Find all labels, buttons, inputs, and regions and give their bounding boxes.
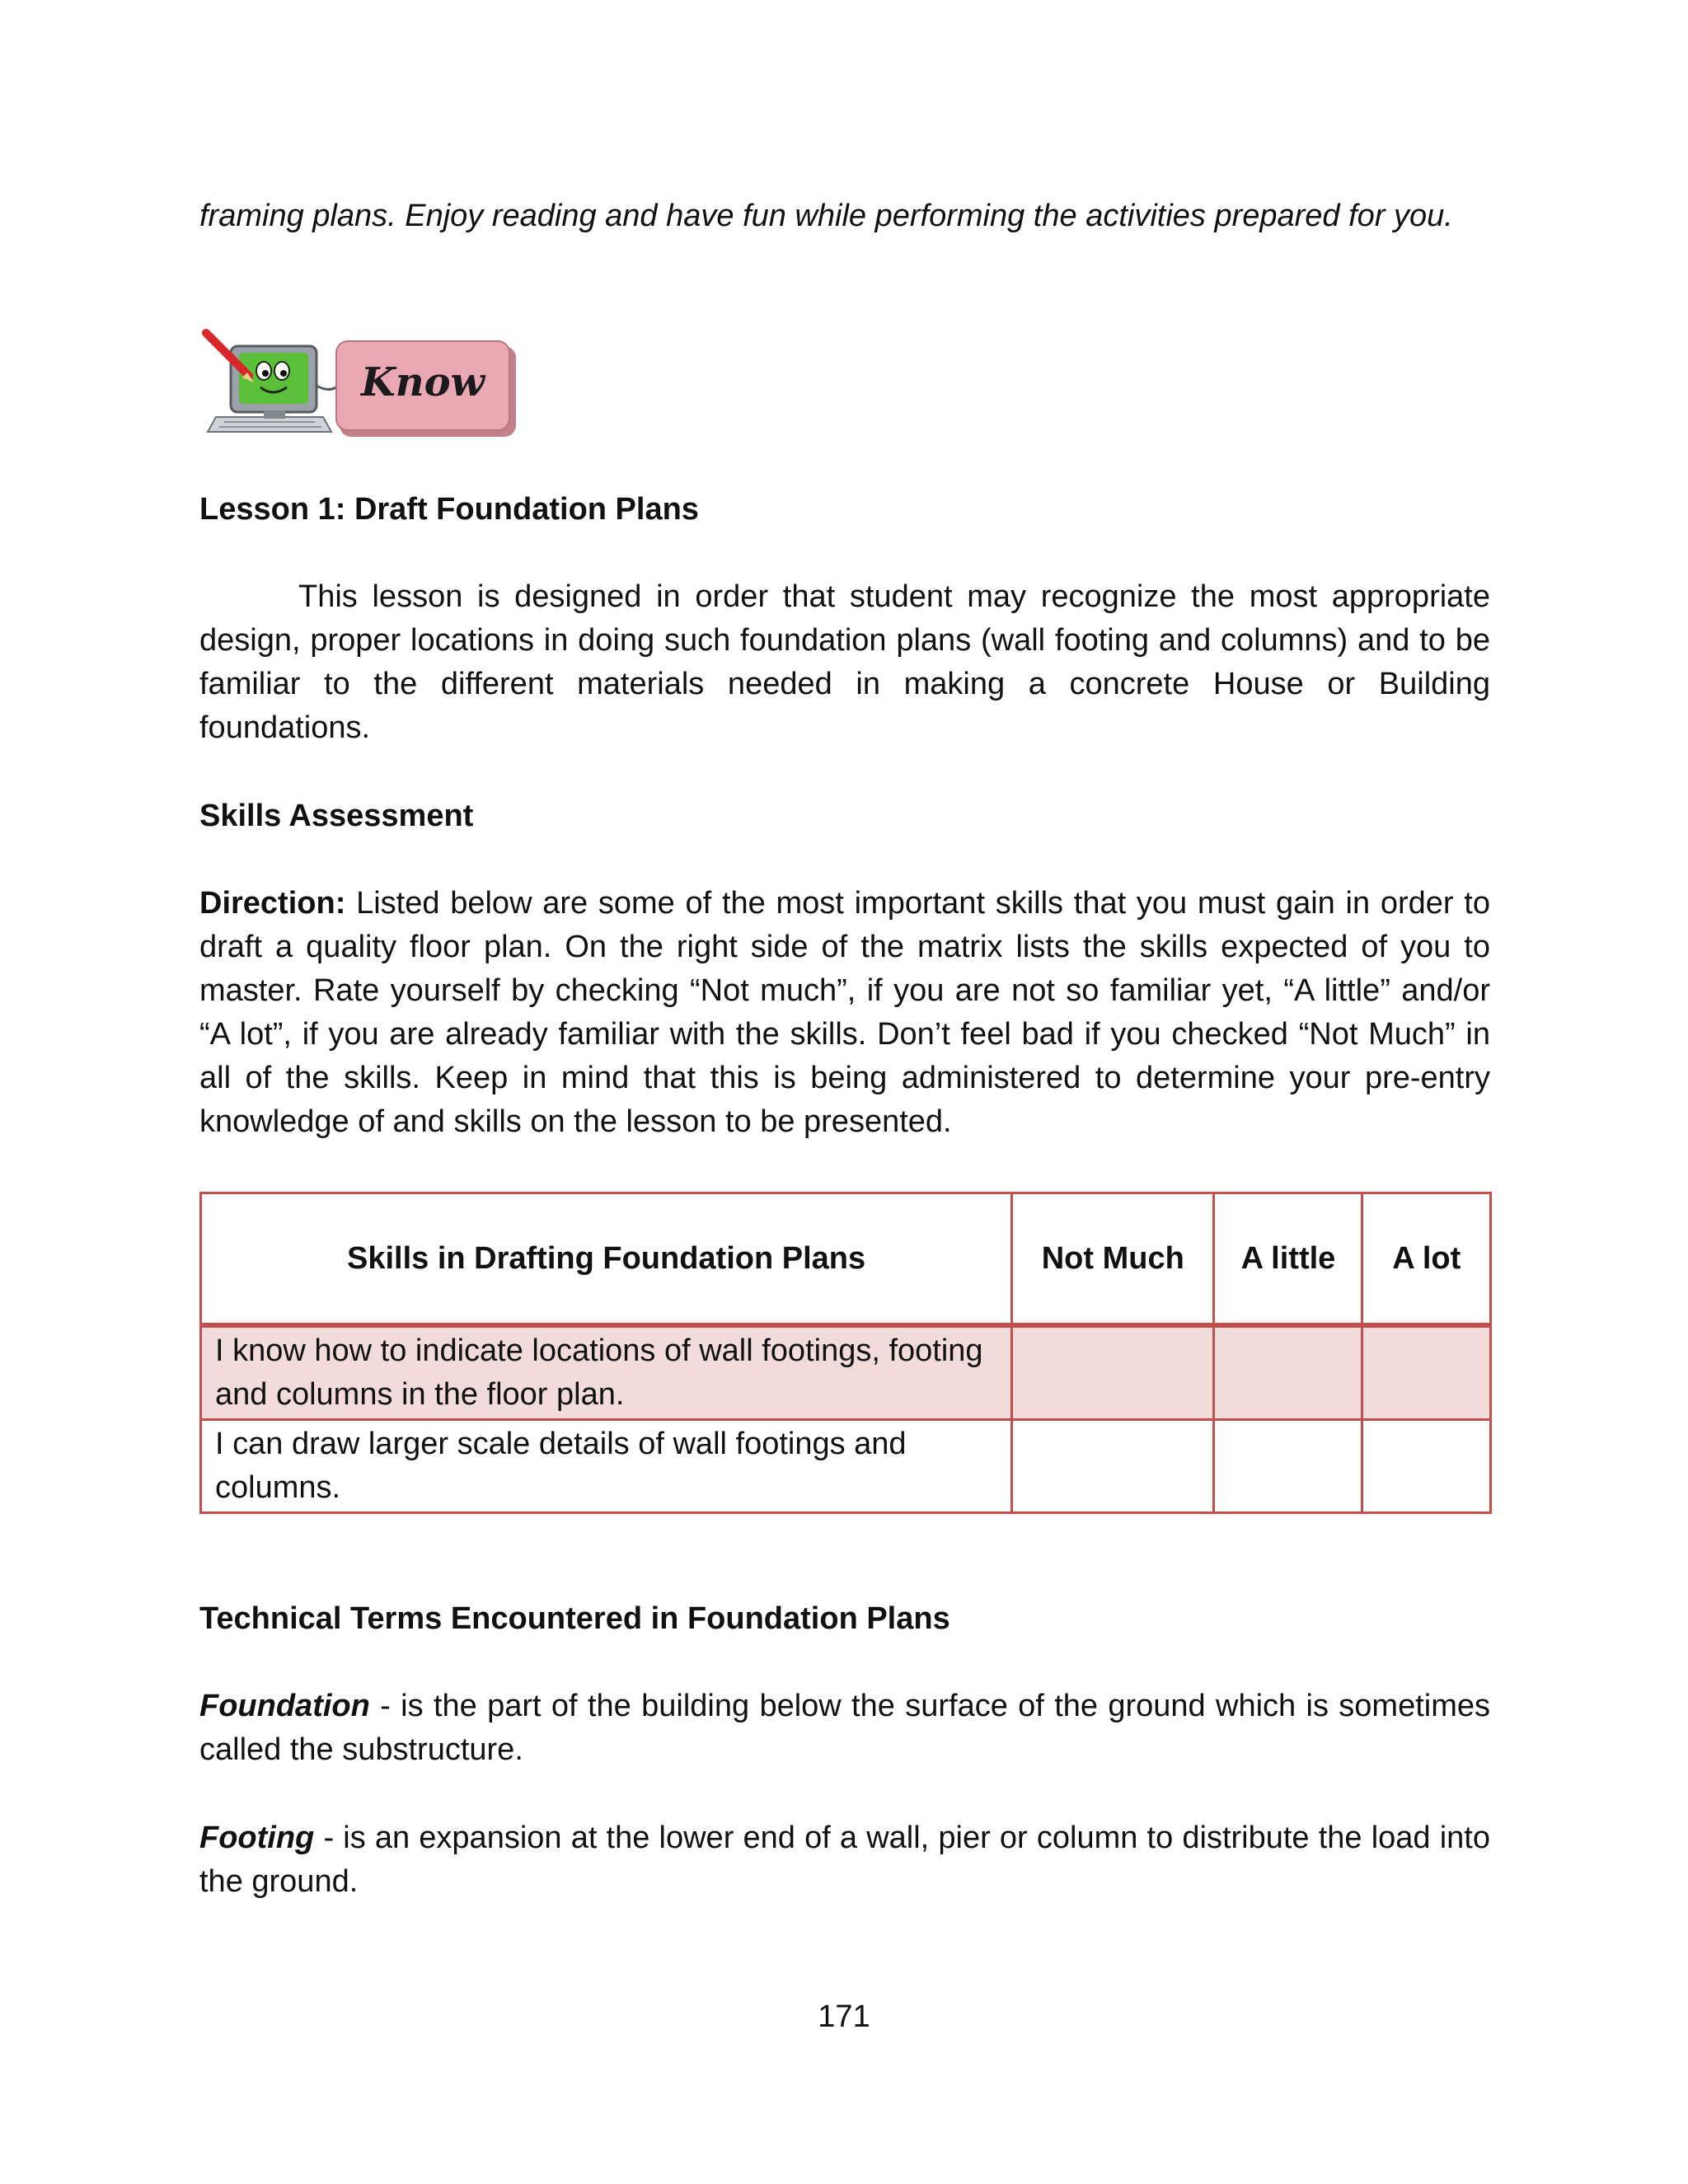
- direction-label: Direction:: [199, 886, 346, 921]
- rating-a-lot-cell[interactable]: [1362, 1420, 1491, 1513]
- lesson-paragraph: [199, 575, 1490, 750]
- terms-heading: Technical Terms Encountered in Foundation Plans: [199, 1601, 950, 1636]
- rating-not-much-cell[interactable]: [1012, 1420, 1214, 1513]
- term-footing: [199, 1816, 1490, 1904]
- table-row: [201, 1325, 1491, 1420]
- direction-paragraph: [199, 882, 1490, 1144]
- term-foundation: [199, 1685, 1490, 1772]
- term-name: Footing: [199, 1821, 315, 1855]
- table-header-row: [201, 1193, 1491, 1326]
- header-a-lot: A lot: [1362, 1193, 1491, 1326]
- rating-a-little-cell[interactable]: [1214, 1420, 1362, 1513]
- header-a-little: A little: [1214, 1193, 1362, 1326]
- table-row: [201, 1420, 1491, 1513]
- rating-a-lot-cell[interactable]: [1362, 1325, 1491, 1420]
- skill-cell: I know how to indicate locations of wall footings, footing and columns in the floor plan.: [201, 1325, 1012, 1420]
- term-definition: - is the part of the building below the surface of the ground which is sometimes called the substructure.: [199, 1689, 1490, 1767]
- term-definition: - is an expansion at the lower end of a wall, pier or column to distribute the load into the ground.: [199, 1821, 1490, 1899]
- computer-mascot-icon: [199, 328, 521, 443]
- intro-paragraph: framing plans. Enjoy reading and have fun while performing the activities prepared for you.: [199, 199, 1453, 233]
- know-badge: [199, 328, 521, 443]
- lesson-paragraph-text: This lesson is designed in order that student may recognize the most appropriate design, proper locations in doing such foundation plans (wall footing and columns) and to be familiar to the different materials needed in making a concrete House or Building foundations.: [199, 579, 1490, 745]
- skills-matrix-table: [199, 1192, 1492, 1514]
- page-number: 171: [818, 1999, 870, 2034]
- header-not-much: Not Much: [1012, 1193, 1214, 1326]
- rating-not-much-cell[interactable]: [1012, 1325, 1214, 1420]
- direction-text: Listed below are some of the most important skills that you must gain in order to draft a quality floor plan. On the right side of the matrix lists the skills expected of you to master. Rate yourself by checking “Not much”, if you are not so familiar yet, “A little” and/or “A lot”, if you are already familiar with the skills. Don’t feel bad if you checked “Not Much” in all of the skills. Keep in mind that this is being administered to determine your pre-entry knowledge of and skills on the lesson to be presented.: [199, 886, 1490, 1139]
- lesson-heading: Lesson 1: Draft Foundation Plans: [199, 492, 699, 527]
- rating-a-little-cell[interactable]: [1214, 1325, 1362, 1420]
- skill-cell: I can draw larger scale details of wall footings and columns.: [201, 1420, 1012, 1513]
- skills-heading: Skills Assessment: [199, 799, 474, 833]
- header-skills: Skills in Drafting Foundation Plans: [201, 1193, 1012, 1326]
- term-name: Foundation: [199, 1689, 370, 1723]
- know-badge-label: Know: [361, 359, 485, 405]
